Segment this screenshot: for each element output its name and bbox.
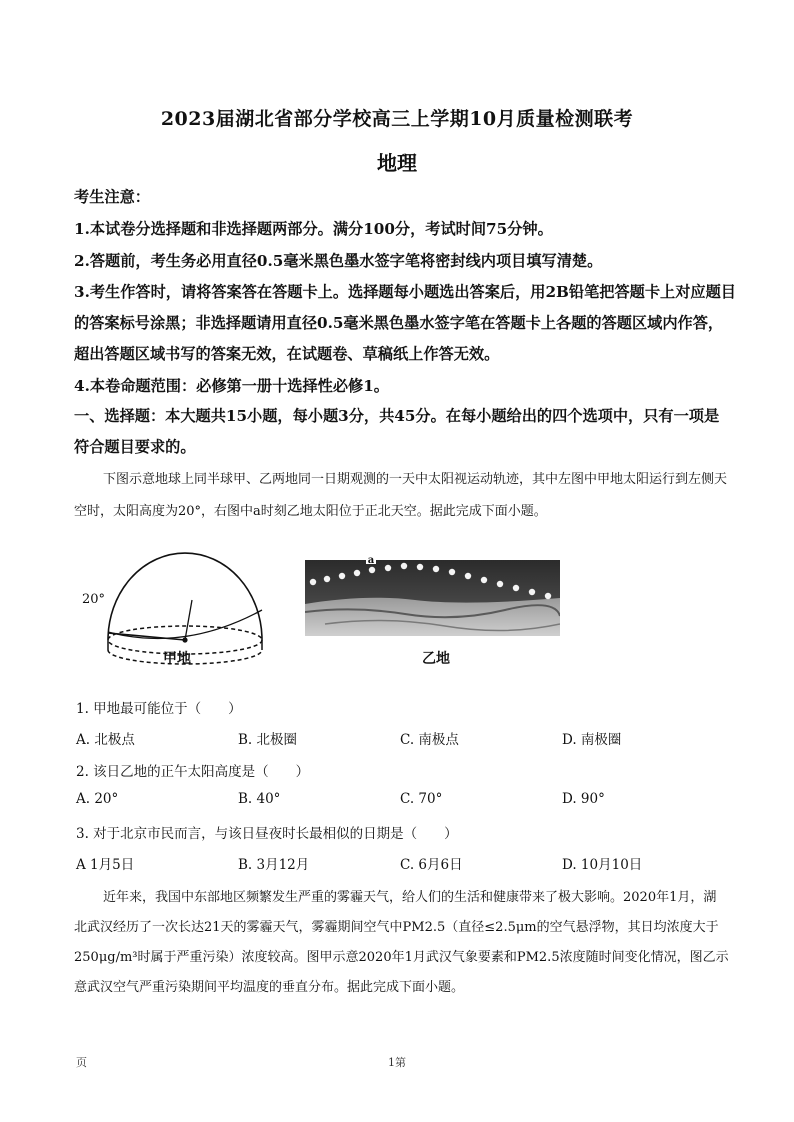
- option-c: C. 南极点: [400, 732, 459, 748]
- notice-item: 的答案标号涂黑；非选择题请用直径0.5毫米黑色墨水签字笔在答题卡上各题的答题区域内作答，: [74, 314, 724, 332]
- question-stem: 1. 甲地最可能位于（ ）: [76, 701, 242, 717]
- option-d: D. 10月10日: [562, 857, 643, 873]
- section-heading: 一、选择题：本大题共15小题，每小题3分，共45分。在每小题给出的四个选项中，只有一项是: [74, 407, 720, 425]
- panorama-photo: [305, 554, 560, 636]
- notice-item: 2.答题前，考生务必用直径0.5毫米黑色墨水签字笔将密封线内项目填写清楚。: [74, 252, 603, 270]
- intro-paragraph-line: 北武汉经历了一次长达21天的雾霾天气，雾霾期间空气中PM2.5（直径≤2.5μm的空气悬浮物，其日均浓度大于: [74, 920, 719, 935]
- option-a: A. 20°: [76, 791, 119, 807]
- footer-left: 页: [76, 1056, 87, 1069]
- sky-dome: [108, 553, 262, 640]
- intro-paragraph-line: 250μg/m³时属于严重污染）浓度较高。图甲示意2020年1月武汉气象要素和PM2.5浓度随时间变化情况，图乙示: [74, 950, 729, 965]
- notice-heading: 考生注意：: [74, 188, 150, 206]
- option-c: C. 70°: [400, 791, 443, 807]
- altitude-line: [108, 633, 185, 640]
- intro-paragraph-line: 意武汉空气严重污染期间平均温度的垂直分布。据此完成下面小题。: [74, 980, 465, 995]
- notice-item: 1.本试卷分选择题和非选择题两部分。满分100分，考试时间75分钟。: [74, 220, 553, 238]
- option-b: B. 3月12月: [238, 857, 310, 873]
- notice-item: 超出答题区域书写的答案无效，在试题卷、草稿纸上作答无效。: [74, 345, 500, 363]
- notice-item: 4.本卷命题范围：必修第一册十选择性必修1。: [74, 377, 389, 395]
- question-stem: 2. 该日乙地的正午太阳高度是（ ）: [76, 764, 310, 780]
- notice-item: 3.考生作答时，请将答案答在答题卡上。选择题每小题选出答案后，用2B铅笔把答题卡上对应题目: [74, 283, 736, 301]
- option-a: A 1月5日: [76, 857, 135, 873]
- option-d: D. 南极圈: [562, 732, 622, 748]
- figure-caption-left: 甲地: [163, 651, 191, 667]
- observer-point: [182, 637, 187, 642]
- zenith-line: [185, 600, 192, 640]
- intro-paragraph-line: 近年来，我国中东部地区频繁发生严重的雾霾天气，给人们的生活和健康带来了极大影响。2020年1月，湖: [103, 890, 717, 905]
- option-b: B. 北极圈: [238, 732, 298, 748]
- point-a-label: a: [367, 555, 375, 566]
- intro-paragraph-line: 下图示意地球上同半球甲、乙两地同一日期观测的一天中太阳视运动轨迹，其中左图中甲地太阳运行到左侧天: [103, 472, 728, 487]
- subject-title: 地理: [377, 151, 417, 175]
- option-a: A. 北极点: [76, 732, 135, 748]
- exam-title: 2023届湖北省部分学校高三上学期10月质量检测联考: [160, 108, 634, 130]
- option-b: B. 40°: [238, 791, 281, 807]
- question-stem: 3. 对于北京市民而言，与该日昼夜时长最相似的日期是（ ）: [76, 826, 458, 842]
- angle-label: 20°: [82, 592, 106, 607]
- sun-path: [108, 610, 262, 638]
- intro-paragraph-line: 空时，太阳高度为20°，右图中a时刻乙地太阳位于正北天空。据此完成下面小题。: [74, 504, 547, 519]
- option-d: D. 90°: [562, 791, 605, 807]
- figure-caption-right: 乙地: [422, 651, 450, 667]
- option-c: C. 6月6日: [400, 857, 463, 873]
- page-number: 1第: [388, 1056, 406, 1069]
- section-heading-cont: 符合题目要求的。: [74, 438, 196, 456]
